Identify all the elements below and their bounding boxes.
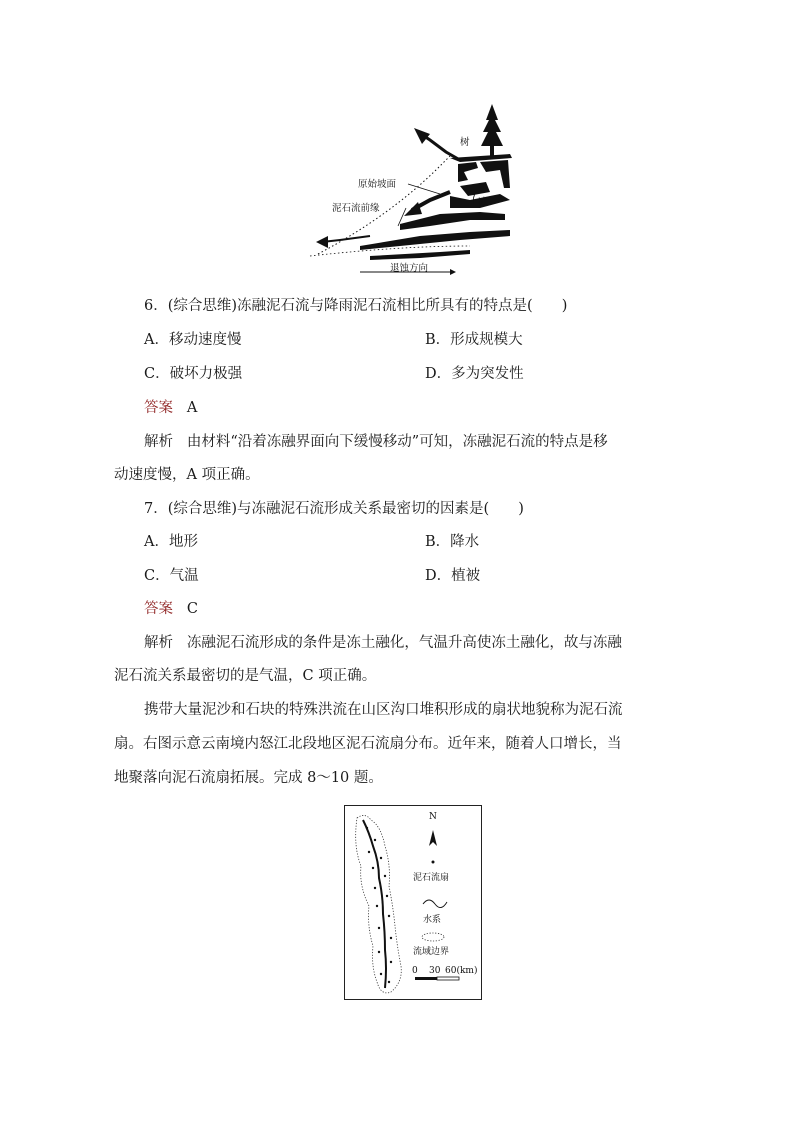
passage-line3: 地聚落向泥石流扇拓展。完成 8～10 题。 [114,770,383,786]
q6-option-a: A．移动速度慢 [144,332,242,348]
answer-label: 答案 [144,601,173,617]
q6-option-b: B．形成规模大 [425,332,523,348]
legend-water-label: 水系 [423,915,442,925]
q7-answer [144,597,198,618]
analysis-text: 冻融泥石流形成的条件是冻土融化，气温升高使冻土融化，故与冻融 [186,635,622,651]
q6-option-d: D．多为突发性 [425,366,524,382]
answer-value: A [186,400,198,416]
mudflow-diagram-drawing [300,96,530,276]
q7-analysis-line1 [144,631,622,652]
scale-label-30: 30 [429,966,441,976]
mudflow-fan-map [344,805,482,1000]
passage-line2: 扇。右图示意云南境内怒江北段地区泥石流扇分布。近年来，随着人口增长，当 [114,736,622,752]
scale-label-0: 0 [412,966,418,976]
answer-value: C [186,601,198,617]
q7-option-d: D．植被 [425,568,481,584]
label-mudflow-front: 泥石流前缘 [332,203,380,214]
analysis-label: 解析 [144,434,173,450]
answer-label: 答案 [144,400,173,416]
q7-option-b: B．降水 [425,534,480,550]
q6-answer [144,396,197,417]
north-label: N [429,812,437,822]
q6-analysis-line2: 动速度慢，A 项正确。 [114,467,260,483]
q7-analysis-line2: 泥石流关系最密切的是气温，C 项正确。 [114,668,377,684]
q6-option-c: C．破坏力极强 [144,366,243,382]
label-original-slope: 原始坡面 [358,179,397,190]
legend-basin-label: 流域边界 [413,947,450,957]
passage-line1: 携带大量泥沙和石块的特殊洪流在山区沟口堆积形成的扇状地貌称为泥石流 [144,702,623,718]
analysis-text: 由材料“沿着冻融界面向下缓慢移动”可知，冻融泥石流的特点是移 [186,434,608,450]
label-tree: 树 [460,137,470,148]
q6-stem: 6．(综合思维)冻融泥石流与降雨泥石流相比所具有的特点是( ) [144,298,568,314]
label-ice: 冰 [478,197,488,208]
analysis-label: 解析 [144,635,173,651]
q6-analysis-line1 [144,430,608,451]
mudflow-diagram [300,96,530,276]
q7-option-a: A．地形 [144,534,198,550]
label-erosion-direction: 退蚀方向 [390,263,429,274]
q7-option-c: C．气温 [144,568,199,584]
legend-fan-label: 泥石流扇 [413,873,450,883]
scale-label-60: 60(km) [445,966,478,976]
q7-stem: 7．(综合思维)与冻融泥石流形成关系最密切的因素是( ) [144,501,524,517]
